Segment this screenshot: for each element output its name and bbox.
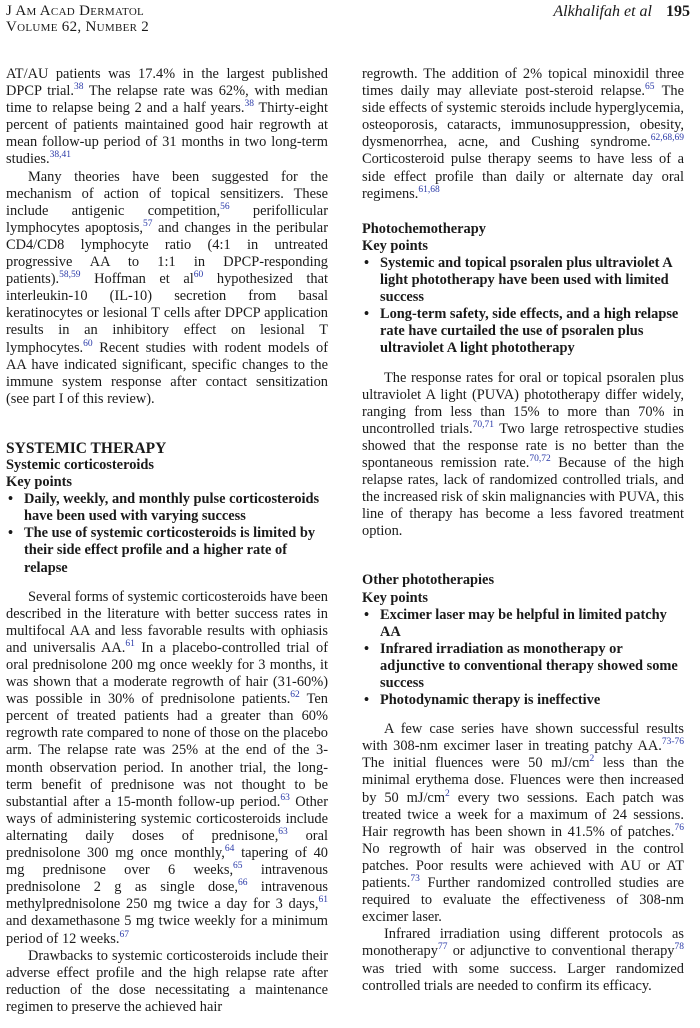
section-heading: SYSTEMIC THERAPY — [6, 439, 167, 457]
citation-ref[interactable]: 70,72 — [529, 454, 551, 465]
subsection-heading: Systemic corticosteroids — [6, 456, 154, 473]
citation-ref[interactable]: 38 — [73, 82, 84, 93]
citation-ref[interactable]: 38 — [244, 99, 254, 110]
key-points-heading: Key points — [6, 474, 72, 491]
text-run: Infrared irradiation using different protocols as monotherapy — [362, 926, 684, 960]
text-run: less than the minimal erythema dose. Fluences were then increased by 50 mJ/cm — [362, 755, 684, 806]
paragraph — [6, 169, 328, 408]
text-run: Recent studies with rodent models of AA have indicated significant, specific changes to the immune system response after contact sensitization (see part I of this review). — [6, 339, 328, 407]
key-point: • Systemic and topical psoralen plus ultraviolet A light phototherapy have been used with limited success — [362, 255, 684, 306]
subsection-heading: Other phototherapies — [362, 572, 495, 589]
text-run: Ten percent of treated patients had a greater than 60% regrowth rate compared to none of those on the placebo arm. The relapse rate was 25% at the end of the 3-month observation period. In another trial, the long-term benefit of prednisone was not thought to be substantial after a 15-month follow-up period. — [6, 691, 328, 810]
citation-ref[interactable]: 56 — [220, 201, 230, 212]
paragraph — [6, 66, 328, 169]
text-run: intravenous methylprednisolone 250 mg twice a day for 3 days, — [6, 879, 328, 913]
citation-ref[interactable]: 65 — [644, 82, 655, 93]
subsection-heading: Photochemotherapy — [362, 220, 486, 237]
text-run: Drawbacks to systemic corticosteroids include their adverse effect profile and the high relapse rate after reduction of the dose necessitating a maintenance regimen to preserve the achieved hair — [6, 947, 328, 1015]
text-run: Hoffman et al — [80, 271, 194, 288]
citation-ref[interactable]: 77 — [437, 942, 448, 953]
text-run: perifollicular lymphocytes apoptosis, — [6, 202, 328, 236]
citation-ref[interactable]: 78 — [674, 942, 684, 953]
text-run: Corticosteroid pulse therapy seems to have less of a side effect profile than daily or alternate day oral regimens. — [362, 151, 684, 202]
citation-ref[interactable]: 67 — [119, 929, 129, 940]
text-run: or adjunctive to conventional therapy — [447, 943, 675, 960]
journal-volume: Volume 62, Number 2 — [6, 19, 150, 35]
citation-ref[interactable]: 60 — [193, 270, 204, 281]
citation-ref[interactable]: 60 — [83, 338, 93, 349]
journal-info — [6, 3, 149, 35]
key-point: • Infrared irradiation as monotherapy or adjunctive to conventional therapy showed some success — [362, 641, 684, 692]
running-author: Alkhalifah et al — [553, 3, 652, 20]
text-run: every two sessions. Each patch was treated twice a week for a maximum of 24 sessions. Hair regrowth has been shown in 41.5% of patches. — [362, 789, 684, 840]
paragraph — [6, 948, 328, 1016]
key-point: • The use of systemic corticosteroids is limited by their side effect profile and a higher rate of relapse — [6, 525, 328, 576]
text-run: The response rates for oral or topical psoralen plus ultraviolet A light (PUVA) phototherapy differ widely, ranging from less than 15% to more than 70% in uncontrolled trials. — [362, 369, 684, 437]
citation-ref[interactable]: 63 — [278, 827, 288, 838]
text-run: oral prednisolone 300 mg once monthly, — [6, 827, 328, 862]
key-points-heading: Key points — [362, 237, 428, 254]
text-run: hypothesized that interleukin-10 (IL-10) secretion from basal keratinocytes or lesional T cells after DPCP application results in an inhibitory effect on lesional T lymphocytes. — [6, 271, 328, 356]
paragraph — [6, 589, 328, 948]
citation-ref[interactable]: 73 — [410, 874, 420, 885]
text-run: The relapse rate was 62%, with median time to relapse being 2 and a half years. — [6, 83, 328, 117]
text-run: and dexamethasone 5 mg twice weekly for a minimum period of 12 weeks. — [6, 913, 328, 947]
running-header — [6, 3, 694, 43]
paragraph — [362, 66, 684, 203]
text-run: intravenous prednisolone 2 g as single dose, — [6, 862, 328, 896]
citation-ref[interactable]: 70,71 — [472, 419, 495, 430]
text-run: was tried with some success. Larger randomized controlled trials are needed to confirm its efficacy. — [362, 960, 684, 994]
text-run: Other ways of administering systemic corticosteroids include alternating daily doses of prednisone, — [6, 793, 328, 844]
text-run: No regrowth of hair was observed in the control patches. Poor results were achieved with AU or AT patients. — [362, 840, 684, 892]
citation-ref[interactable]: 73-76 — [661, 737, 684, 748]
citation-ref[interactable]: 2 — [445, 788, 450, 799]
text-run: and changes in the peribular CD4/CD8 lymphocyte ratio (4:1 in untreated progressive AA to 1:1 in DPCP-responding patients). — [6, 219, 328, 288]
citation-ref[interactable]: 62 — [290, 690, 300, 701]
text-run: The initial fluences were 50 mJ/cm — [362, 755, 590, 772]
citation-ref[interactable]: 57 — [143, 219, 153, 230]
key-points-heading: Key points — [362, 589, 428, 606]
key-points-list — [362, 255, 684, 358]
text-run: tapering of 40 mg prednisone over 6 weeks, — [6, 845, 328, 879]
key-points-list — [362, 607, 684, 710]
key-point: • Excimer laser may be helpful in limited patchy AA — [362, 607, 684, 641]
text-run: The side effects of systemic steroids include hyperglycemia, osteoporosis, cataracts, immunosuppression, obesity, dysmenorrhea, acne, and Cushing syndrome. — [362, 83, 685, 151]
citation-ref[interactable]: 64 — [224, 844, 235, 855]
paragraph — [362, 370, 684, 541]
right-column — [362, 66, 684, 995]
text-run: A few case series have shown successful results with 308-nm excimer laser in treating patchy AA. — [362, 721, 684, 755]
text-run: Several forms of systemic corticosteroids have been described in the literature with better success rates in multifocal AA and less favorable results with ophiasis and universalis AA. — [6, 588, 328, 656]
text-run: regrowth. The addition of 2% topical minoxidil three times daily may alleviate post-steroid relapse. — [362, 66, 684, 100]
citation-ref[interactable]: 63 — [280, 792, 290, 803]
text-run: Because of the high relapse rates, lack of randomized controlled trials, and the increased risk of skin malignancies with PUVA, this line of therapy has become a less favored treatment option. — [362, 454, 684, 540]
citation-ref[interactable]: 61 — [125, 639, 135, 650]
text-run: Two large retrospective studies showed that the response rate is no better than the spontaneous remission rate. — [362, 420, 685, 471]
text-run: Many theories have been suggested for the mechanism of action of topical sensitizers. These include antigenic competition, — [6, 168, 328, 219]
paragraph — [362, 721, 684, 926]
citation-ref[interactable]: 2 — [589, 754, 595, 765]
citation-ref[interactable]: 61,68 — [418, 184, 440, 195]
citation-ref[interactable]: 62,68,69 — [650, 133, 684, 144]
citation-ref[interactable]: 65 — [233, 861, 243, 872]
key-point: • Photodynamic therapy is ineffective — [362, 692, 684, 709]
citation-ref[interactable]: 61 — [318, 895, 328, 906]
key-point: • Daily, weekly, and monthly pulse corticosteroids have been used with varying success — [6, 491, 328, 525]
page-number: 195 — [666, 3, 690, 20]
key-point: • Long-term safety, side effects, and a high relapse rate have curtailed the use of psoralen plus ultraviolet A light phototherapy — [362, 306, 684, 357]
text-run: Thirty-eight percent of patients maintained good hair regrowth at mean follow-up period of 31 months in two long-term studies. — [6, 100, 328, 168]
author-page — [553, 3, 690, 21]
text-run: In a placebo-controlled trial of oral prednisolone 200 mg once weekly for 3 months, it was shown that a moderate regrowth of hair (31-60%) was possible in 30% of prednisolone patients. — [6, 639, 328, 708]
citation-ref[interactable]: 66 — [237, 878, 248, 889]
citation-ref[interactable]: 76 — [674, 822, 684, 833]
key-points-list — [6, 491, 328, 576]
citation-ref[interactable]: 38,41 — [49, 150, 71, 161]
text-run: AT/AU patients was 17.4% in the largest published DPCP trial. — [6, 66, 328, 100]
text-run: Further randomized controlled studies are required to evaluate the effectiveness of 308-nm excimer laser. — [362, 875, 684, 926]
journal-name: J Am Acad Dermatol — [6, 3, 145, 19]
paragraph — [362, 926, 684, 994]
left-column — [6, 66, 328, 1016]
citation-ref[interactable]: 58,59 — [59, 270, 81, 281]
